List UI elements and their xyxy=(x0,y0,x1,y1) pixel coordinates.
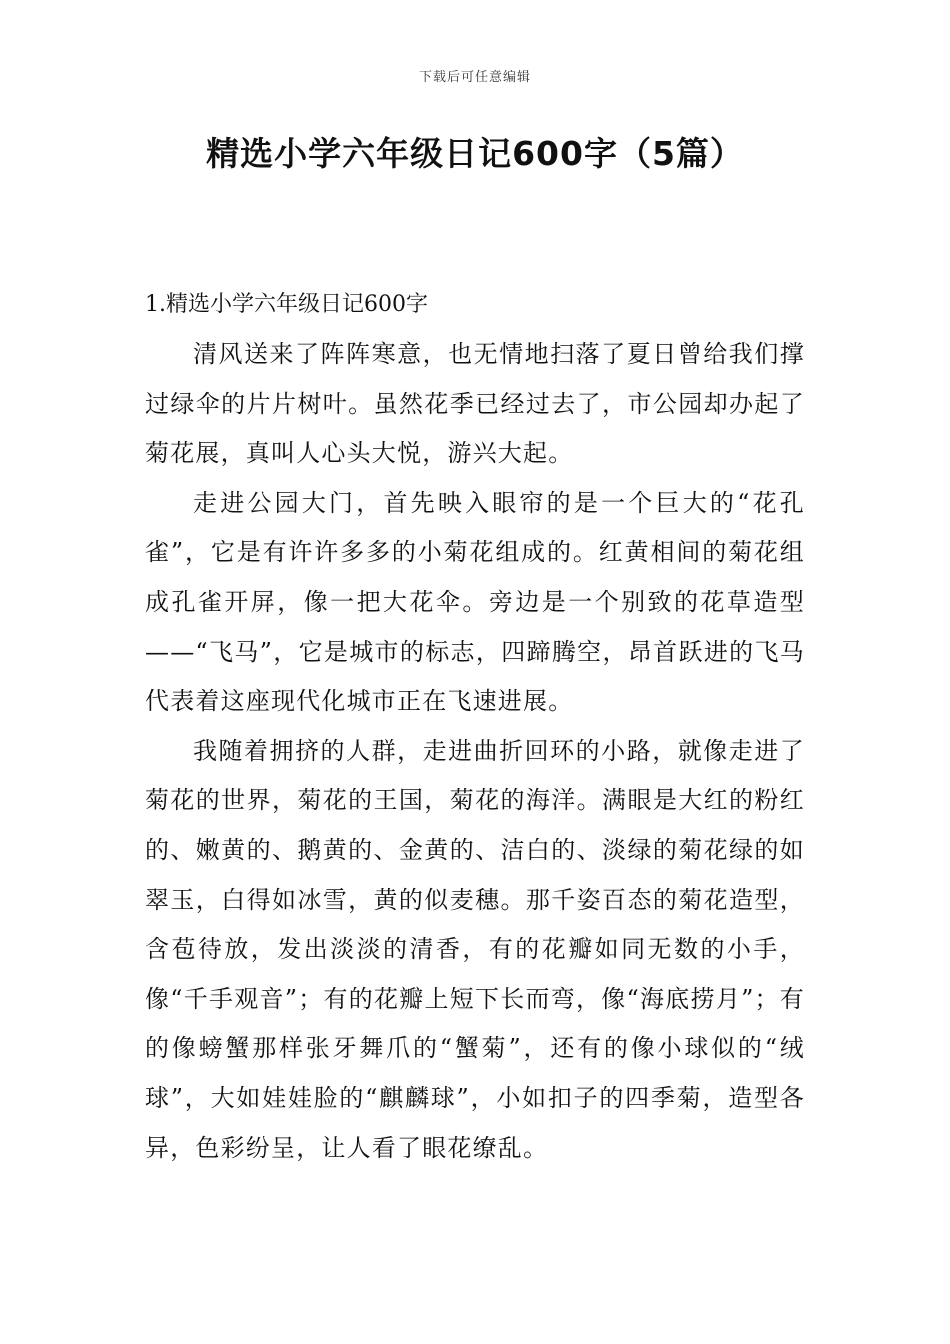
paragraph-1: 清风送来了阵阵寒意，也无情地扫落了夏日曾给我们撑过绿伞的片片树叶。虽然花季已经过去了，市公园却办起了菊花展，真叫人心头大悦，游兴大起。 xyxy=(145,340,805,468)
paragraph-2: 走进公园大门，首先映入眼帘的是一个巨大的“花孔雀”，它是有许许多多的小菊花组成的。红黄相间的菊花组成孔雀开屏，像一把大花伞。旁边是一个别致的花草造型——“飞马”，它是城市的标志，四蹄腾空，昂首跃进的飞马代表着这座现代化城市正在飞速进展。 xyxy=(145,488,805,716)
document-body xyxy=(145,280,805,1173)
document-title: 精选小学六年级日记600字（5篇） xyxy=(206,134,744,173)
header-note: 下载后可任意编辑 xyxy=(418,70,531,85)
paragraph-3: 我随着拥挤的人群，走进曲折回环的小路，就像走进了菊花的世界，菊花的王国，菊花的海洋。满眼是大红的粉红的、嫩黄的、鹅黄的、金黄的、洁白的、淡绿的菊花绿的如翠玉，白得如冰雪，黄的似麦穗。那千姿百态的菊花造型，含苞待放，发出淡淡的清香，有的花瓣如同无数的小手，像“千手观音”；有的花瓣上短下长而弯，像“海底捞月”；有的像螃蟹那样张牙舞爪的“蟹菊”，还有的像小球似的“绒球”，大如娃娃脸的“麒麟球”，小如扣子的四季菊，造型各异，色彩纷呈，让人看了眼花缭乱。 xyxy=(145,736,805,1162)
section-heading: 1.精选小学六年级日记600字 xyxy=(145,292,428,317)
